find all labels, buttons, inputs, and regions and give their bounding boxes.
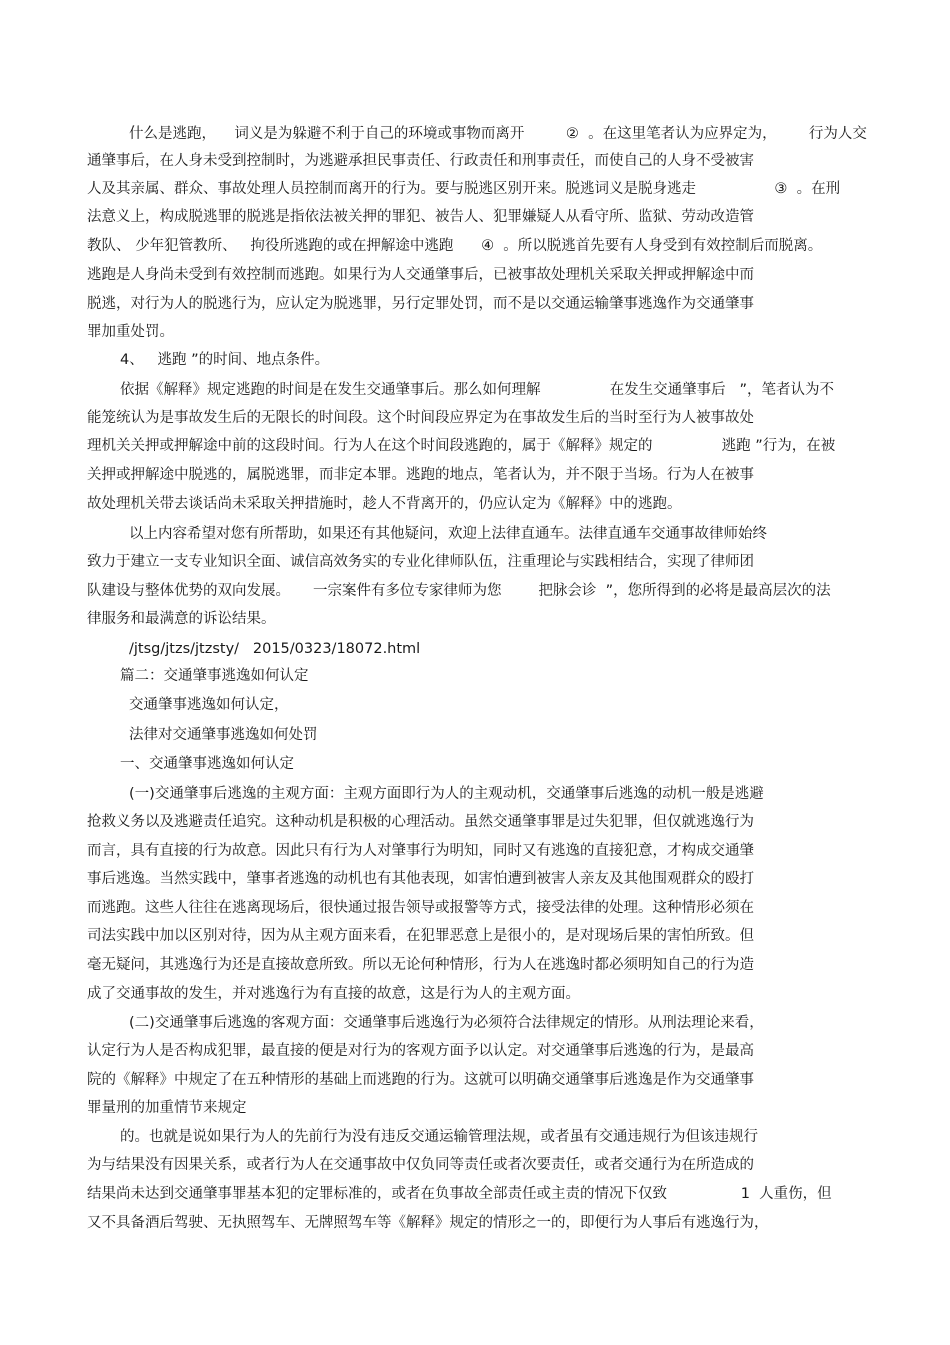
text-line: 事后逃逸。当然实践中，肇事者逃逸的动机也有其他表现，如害怕遭到被害人亲友及其他围观群众的殴打	[87, 871, 754, 887]
text-line: 的。也就是说如果行为人的先前行为没有违反交通运输管理法规，或者虽有交通违规行为但该违规行	[120, 1129, 758, 1145]
text-line: (一)交通肇事后逃逸的主观方面：主观方面即行为人的主观动机，交通肇事后逃逸的动机一般是逃避	[129, 786, 764, 802]
text-line: 抢救义务以及逃避责任追究。这种动机是积极的心理活动。虽然交通肇事罪是过失犯罪，但仅就逃逸行为	[87, 814, 754, 830]
text-line: 而言，具有直接的行为故意。因此只有行为人对肇事行为明知，同时又有逃逸的直接犯意，才构成交通肇	[87, 843, 754, 859]
text-line: 结果尚未达到交通肇事罪基本犯的定罪标准的，或者在负事故全部责任或主责的情况下仅致 1 人重伤，但	[87, 1186, 832, 1202]
text-line: 队建设与整体优势的双向发展。 一宗案件有多位专家律师为您 把脉会诊 ”，您所得到的必将是最高层次的法	[87, 583, 831, 599]
text-line: 法律对交通肇事逃逸如何处罚	[129, 727, 318, 743]
text-line: 为与结果没有因果关系，或者行为人在交通事故中仅负同等责任或者次要责任，或者交通行为在所造成的	[87, 1157, 754, 1173]
text-line: 成了交通事故的发生，并对逃逸行为有直接的故意，这是行为人的主观方面。	[87, 986, 580, 1002]
section-heading: 一、交通肇事逃逸如何认定	[120, 756, 294, 772]
text-line: 什么是逃跑， 词义是为躲避不利于自己的环境或事物而离开 ② 。在这里笔者认为应界定为， 行为人交	[129, 126, 867, 142]
text-line: 通肇事后，在人身未受到控制时，为逃避承担民事责任、行政责任和刑事责任，而使自己的人身不受被害	[87, 153, 754, 169]
text-line: 院的《解释》中规定了在五种情形的基础上而逃跑的行为。这就可以明确交通肇事后逃逸是作为交通肇事	[87, 1072, 754, 1088]
text-line: 律服务和最满意的诉讼结果。	[87, 611, 276, 627]
text-line: 致力于建立一支专业知识全面、诚信高效务实的专业化律师队伍，注重理论与实践相结合，实现了律师团	[87, 554, 754, 570]
text-line: 又不具备酒后驾驶、无执照驾车、无牌照驾车等《解释》规定的情形之一的，即便行为人事后有逃逸行为，	[87, 1215, 769, 1231]
text-line: 教队、 少年犯管教所、 拘役所逃跑的或在押解途中逃跑 ④ 。所以脱逃首先要有人身受到有效控制后而脱离。	[87, 238, 823, 254]
text-line: 法意义上，构成脱逃罪的脱逃是指依法被关押的罪犯、被告人、犯罪嫌疑人从看守所、监狱、劳动改造管	[87, 209, 754, 225]
text-line: 罪加重处罚。	[87, 324, 174, 340]
text-line: 依据《解释》规定逃跑的时间是在发生交通肇事后。那么如何理解 在发生交通肇事后 ”，笔者认为不	[120, 382, 834, 398]
text-line: (二)交通肇事后逃逸的客观方面：交通肇事后逃逸行为必须符合法律规定的情形。从刑法理论来看，	[129, 1015, 764, 1031]
text-line: 关押或押解途中脱逃的，属脱逃罪，而非定本罪。逃跑的地点，笔者认为，并不限于当场。行为人在被事	[87, 467, 754, 483]
text-line: 逃跑是人身尚未受到有效控制而逃跑。如果行为人交通肇事后，已被事故处理机关采取关押或押解途中而	[87, 267, 754, 283]
section-heading: 篇二：交通肇事逃逸如何认定	[120, 668, 309, 684]
text-line: 以上内容希望对您有所帮助，如果还有其他疑问，欢迎上法律直通车。法律直通车交通事故律师始终	[129, 526, 767, 542]
text-line: 能笼统认为是事故发生后的无限长的时间段。这个时间段应界定为在事故发生后的当时至行为人被事故处	[87, 410, 754, 426]
url-line: /jtsg/jtzs/jtzsty/ 2015/0323/18072.html	[129, 641, 421, 657]
text-line: 理机关关押或押解途中前的这段时间。行为人在这个时间段逃跑的，属于《解释》规定的 逃跑 ”行为，在被	[87, 438, 836, 454]
text-line: 故处理机关带去谈话尚未采取关押措施时，趁人不背离开的，仍应认定为《解释》中的逃跑。	[87, 496, 682, 512]
text-line: 认定行为人是否构成犯罪，最直接的便是对行为的客观方面予以认定。对交通肇事后逃逸的行为，是最高	[87, 1043, 754, 1059]
text-line: 交通肇事逃逸如何认定，	[129, 697, 289, 713]
text-line: 人及其亲属、群众、事故处理人员控制而离开的行为。要与脱逃区别开来。脱逃词义是脱身逃走 ③ 。在刑	[87, 181, 841, 197]
text-line: 毫无疑问，其逃逸行为还是直接故意所致。所以无论何种情形，行为人在逃逸时都必须明知自己的行为造	[87, 957, 754, 973]
text-line: 而逃跑。这些人往往在逃离现场后，很快通过报告领导或报警等方式，接受法律的处理。这种情形必须在	[87, 900, 754, 916]
section-heading: 4、 逃跑 ”的时间、地点条件。	[120, 352, 330, 368]
text-line: 脱逃，对行为人的脱逃行为，应认定为脱逃罪，另行定罪处罚，而不是以交通运输肇事逃逸作为交通肇事	[87, 296, 754, 312]
text-line: 司法实践中加以区别对待，因为从主观方面来看，在犯罪恶意上是很小的，是对现场后果的害怕所致。但	[87, 928, 754, 944]
text-line: 罪量刑的加重情节来规定	[87, 1100, 247, 1116]
